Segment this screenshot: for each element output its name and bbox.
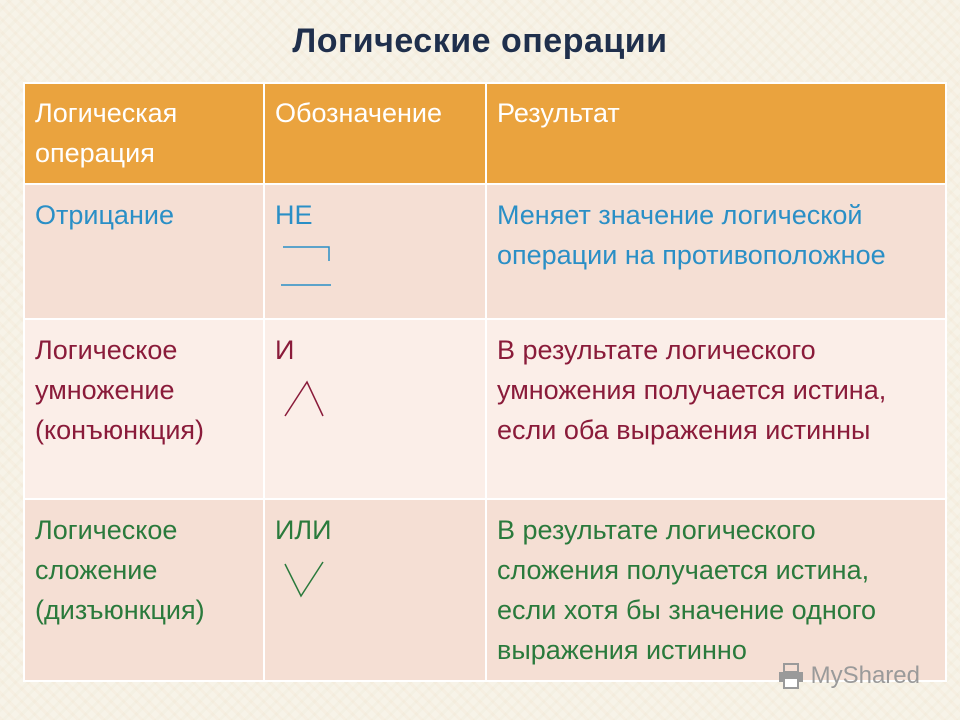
cell-operation-disjunction <box>24 499 264 681</box>
watermark-text: MyShared <box>810 662 920 689</box>
cell-operation-conjunction <box>24 319 264 499</box>
operation-label: Отрицание <box>35 200 174 230</box>
table-row-negation <box>24 184 946 319</box>
result-text: Меняет значение логической операции на противоположное <box>497 200 886 270</box>
conjunction-icon <box>275 376 335 426</box>
cell-operation-negation <box>24 184 264 319</box>
cell-result-disjunction <box>486 499 946 681</box>
header-notation: Обозначение <box>264 83 486 184</box>
operation-label: Логическое сложение (дизъюнкция) <box>35 515 205 625</box>
result-text: В результате логического сложения получается истина, если хотя бы значение одного выражения истинно <box>497 515 877 665</box>
negation-icon <box>275 241 335 291</box>
cell-result-negation <box>486 184 946 319</box>
page-title: Логические операции <box>292 22 668 60</box>
cell-result-conjunction <box>486 319 946 499</box>
cell-notation-conjunction <box>264 319 486 499</box>
operation-label: Логическое умножение (конъюнкция) <box>35 335 205 445</box>
notation-label: ИЛИ <box>275 515 332 545</box>
disjunction-icon <box>275 556 335 606</box>
result-text: В результате логического умножения получается истина, если оба выражения истинны <box>497 335 887 445</box>
table-row-disjunction <box>24 499 946 681</box>
header-operation: Логическая операция <box>24 83 264 184</box>
cell-notation-disjunction <box>264 499 486 681</box>
watermark <box>777 662 920 690</box>
printer-logo-icon <box>777 663 805 689</box>
logic-operations-table <box>23 82 947 682</box>
table-header-row <box>24 83 946 184</box>
table-row-conjunction <box>24 319 946 499</box>
cell-notation-negation <box>264 184 486 319</box>
notation-label: И <box>275 335 295 365</box>
header-result: Результат <box>486 83 946 184</box>
notation-label: НЕ <box>275 200 313 230</box>
